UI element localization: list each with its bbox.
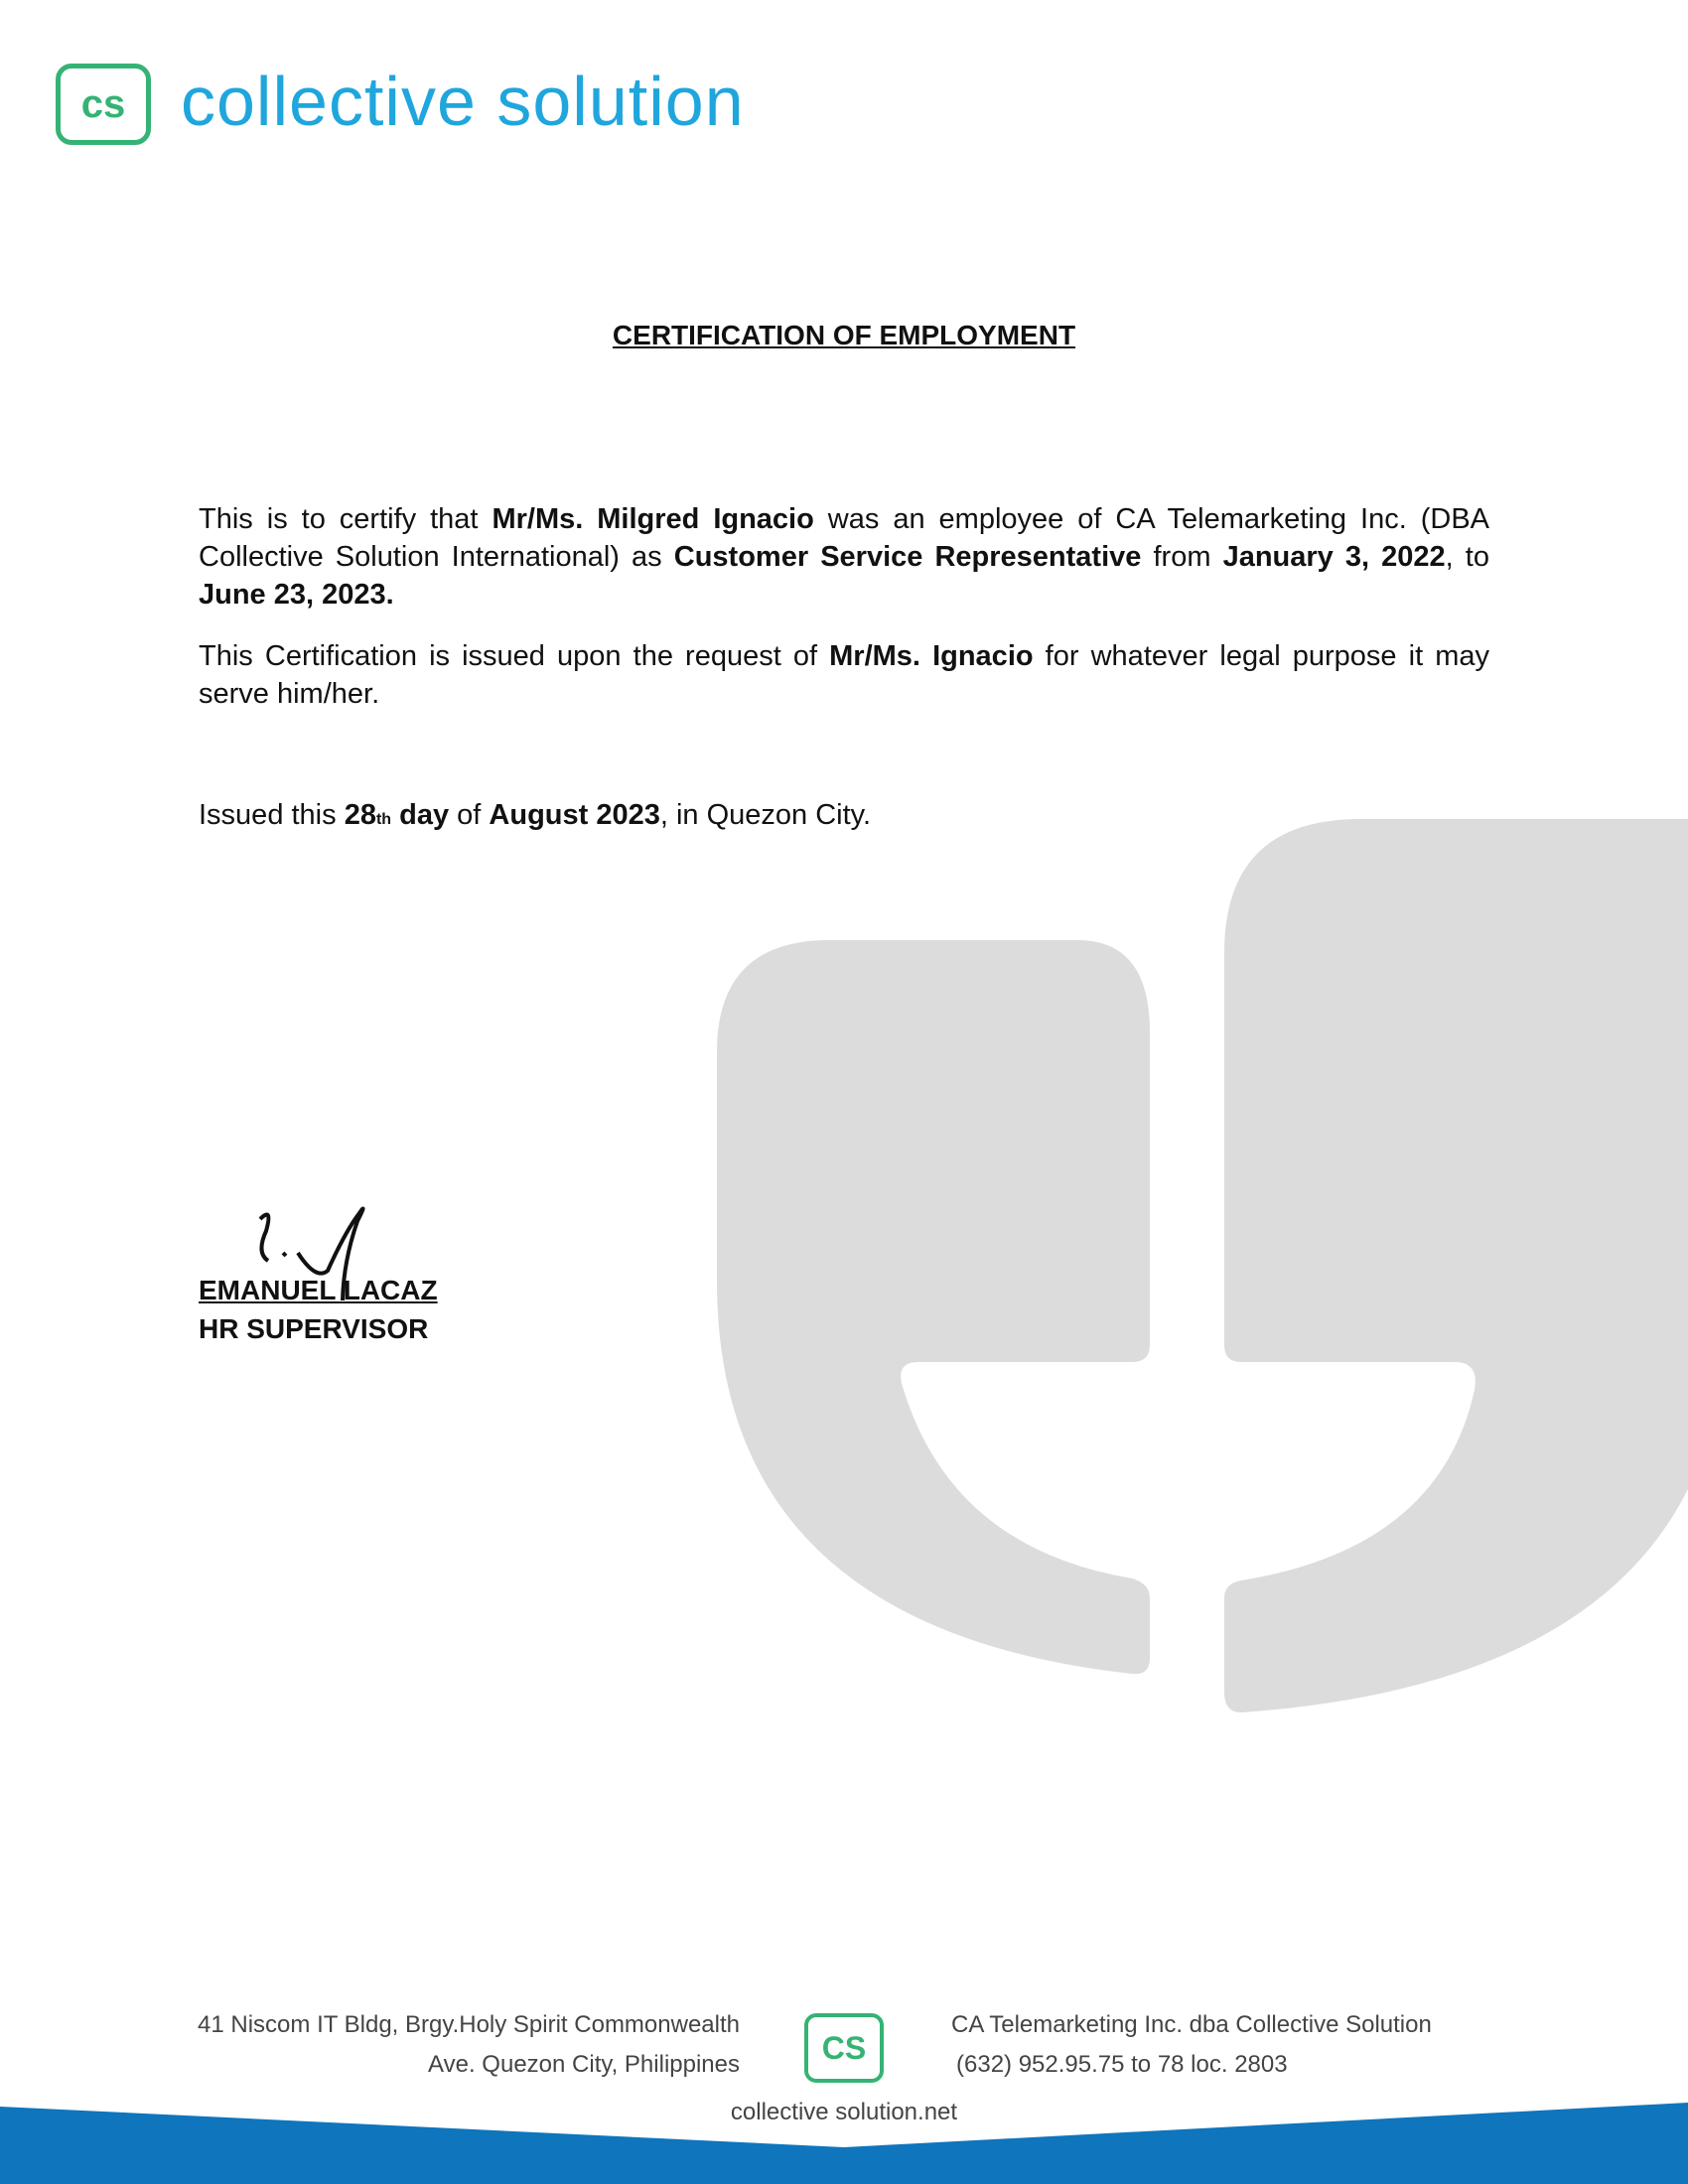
footer-address-line1: 41 Niscom IT Bldg, Brgy.Holy Spirit Commonwealth (198, 2011, 740, 2038)
watermark-left-shape (717, 940, 1150, 1674)
issued-paragraph: Issued this 28th day of August 2023, in Quezon City. (199, 799, 872, 831)
certification-paragraph: This is to certify that Mr/Ms. Milgred Ignacio was an employee of CA Telemarketing Inc. (DBA Collective Solution International) as Customer Service Representative from January 3, 2022, to June 23, 2023. (199, 503, 1489, 611)
footer-website[interactable]: collective solution.net (730, 2099, 958, 2125)
signatory-title: HR SUPERVISOR (199, 1313, 429, 1344)
brand-name: collective solution (181, 63, 745, 140)
signatory-name: EMANUEL LACAZ (199, 1275, 438, 1305)
footer-company: CA Telemarketing Inc. dba Collective Solution (951, 2011, 1432, 2038)
watermark-right-shape (1224, 819, 1688, 1712)
footer-logo-mark: CS (804, 2013, 884, 2083)
footer-address-line2: Ave. Quezon City, Philippines (428, 2051, 740, 2078)
document-title: CERTIFICATION OF EMPLOYMENT (612, 320, 1076, 350)
footer-phone: (632) 952.95.75 to 78 loc. 2803 (956, 2051, 1288, 2078)
logo-mark: cs (56, 64, 151, 145)
purpose-paragraph: This Certification is issued upon the request of Mr/Ms. Ignacio for whatever legal purpose it may serve him/her. (199, 640, 1489, 710)
